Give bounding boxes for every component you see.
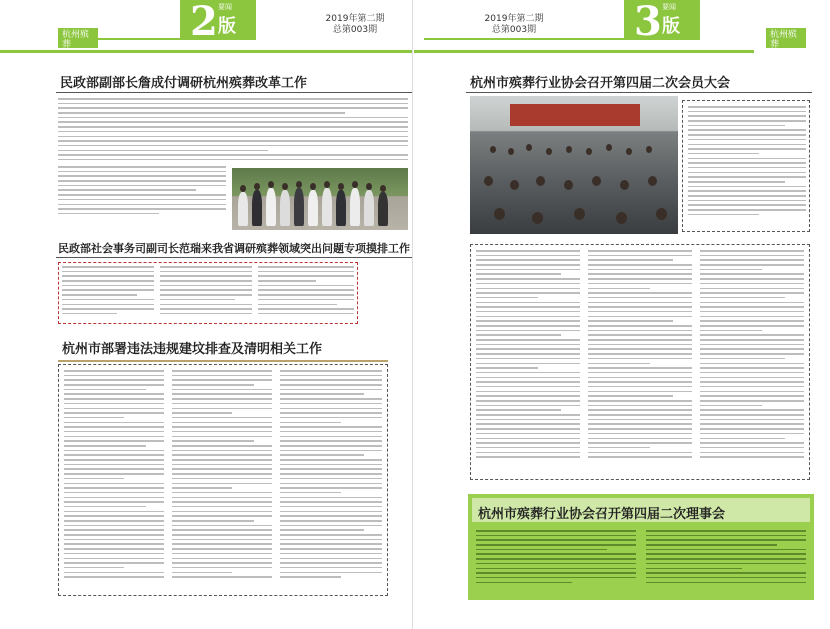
article-body-col (688, 106, 806, 228)
issue-line-1: 2019年第二期 (325, 14, 385, 24)
page-number-badge (180, 0, 256, 45)
page-2 (0, 0, 413, 629)
page-number: 2 (190, 0, 218, 45)
header-accent-line (98, 38, 180, 40)
issue-line-2: 总第003期 (491, 25, 537, 35)
article-body-col (58, 166, 226, 226)
section-tag: 杭州殡葬 (58, 28, 98, 48)
header-accent-line (424, 38, 624, 40)
article-body-col (476, 530, 636, 594)
article-body-col (476, 250, 580, 476)
article-title: 民政部社会事务司副司长范瑞来我省调研殡葬领域突出问题专项摸排工作 (58, 242, 410, 255)
news-photo (232, 168, 408, 230)
section-tag: 杭州殡葬 (766, 28, 806, 48)
article-body-col (64, 370, 164, 592)
article-title: 民政部副部长詹成付调研杭州殡葬改革工作 (60, 76, 308, 91)
header-rule (414, 50, 754, 53)
page-number-badge (624, 0, 700, 45)
article-title: 杭州市殡葬行业协会召开第四届二次会员大会 (470, 76, 731, 91)
article-body-col (700, 250, 804, 476)
issue-line-2: 总第003期 (332, 25, 378, 35)
divider (56, 92, 412, 93)
page-3 (414, 0, 830, 629)
article-body-col (172, 370, 272, 592)
badge-label-big: 版 (662, 16, 680, 37)
divider (56, 257, 412, 258)
page-number: 3 (634, 0, 662, 45)
article-body-col (160, 266, 252, 322)
divider (58, 360, 388, 362)
badge-label-small: 要闻 (218, 3, 232, 11)
meeting-photo (470, 96, 678, 234)
article-body-col (258, 266, 354, 322)
badge-label-small: 要闻 (662, 3, 676, 11)
badge-label-big: 版 (218, 16, 236, 37)
divider (466, 92, 812, 93)
issue-line-1: 2019年第二期 (484, 14, 544, 24)
article-body (58, 98, 408, 164)
article-body-col (280, 370, 382, 592)
header-rule (0, 50, 412, 53)
article-title: 杭州市殡葬行业协会召开第四届二次理事会 (478, 507, 726, 522)
issue-info (305, 14, 405, 36)
article-title: 杭州市部署违法违规建坟排查及清明相关工作 (62, 342, 323, 357)
issue-info (464, 14, 564, 36)
article-body-col (588, 250, 692, 476)
article-body-col (646, 530, 806, 594)
article-body-col (62, 266, 154, 322)
